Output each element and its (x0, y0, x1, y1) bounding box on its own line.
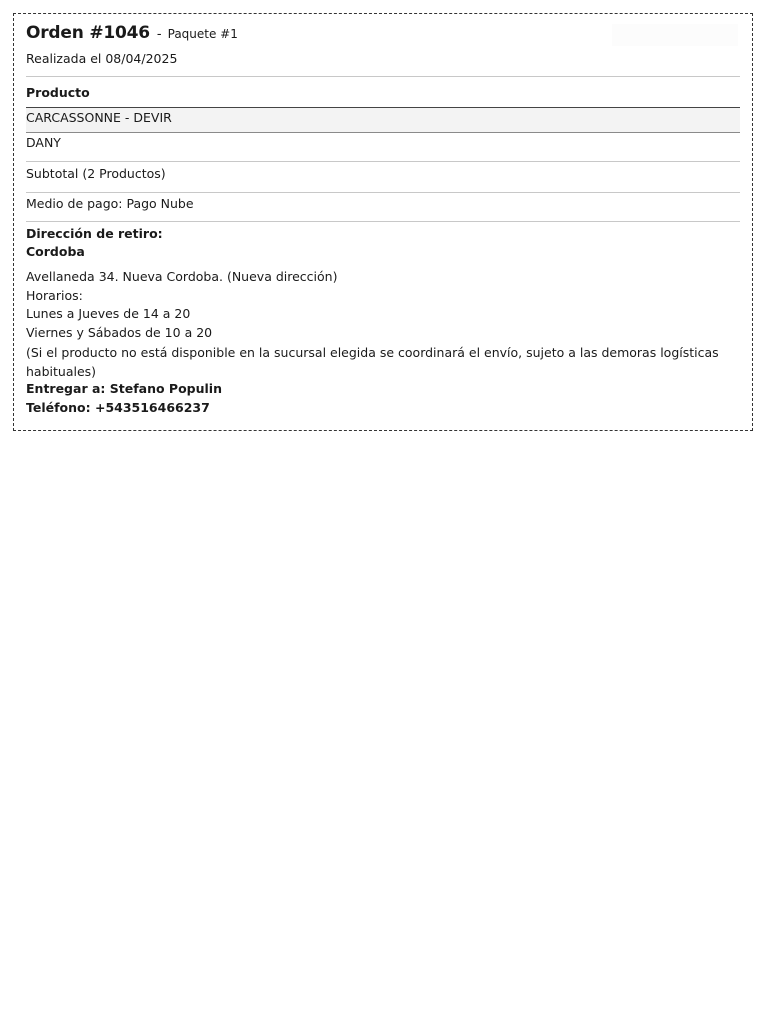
product-row-divider (26, 132, 740, 133)
availability-note: (Si el producto no está disponible en la sucursal elegida se coordinará el envío, sujeto a las demoras logísticas habituales) (26, 345, 719, 379)
product-row: CARCASSONNE - DEVIR (26, 110, 172, 125)
divider (26, 76, 740, 77)
packing-slip (13, 13, 753, 431)
product-row: DANY (26, 135, 61, 150)
divider (26, 221, 740, 222)
divider (26, 161, 740, 162)
title-separator: - (156, 27, 162, 42)
payment-method: Medio de pago: Pago Nube (26, 196, 194, 211)
faint-placeholder-box (612, 24, 738, 46)
pickup-address: Avellaneda 34. Nueva Cordoba. (Nueva dirección) (26, 269, 338, 284)
hours-weekdays: Lunes a Jueves de 14 a 20 (26, 306, 191, 321)
divider (26, 192, 740, 193)
hours-weekend: Viernes y Sábados de 10 a 20 (26, 325, 213, 340)
pickup-city: Cordoba (26, 244, 85, 259)
order-title: Orden #1046 (26, 23, 150, 43)
order-date: Realizada el 08/04/2025 (26, 51, 178, 66)
pickup-label: Dirección de retiro: (26, 226, 163, 241)
subtotal-line: Subtotal (2 Productos) (26, 166, 166, 181)
products-header: Producto (26, 85, 90, 100)
hours-label: Horarios: (26, 288, 83, 303)
package-label: Paquete #1 (167, 27, 238, 41)
phone-number: Teléfono: +543516466237 (26, 400, 210, 415)
deliver-to: Entregar a: Stefano Populin (26, 381, 222, 396)
